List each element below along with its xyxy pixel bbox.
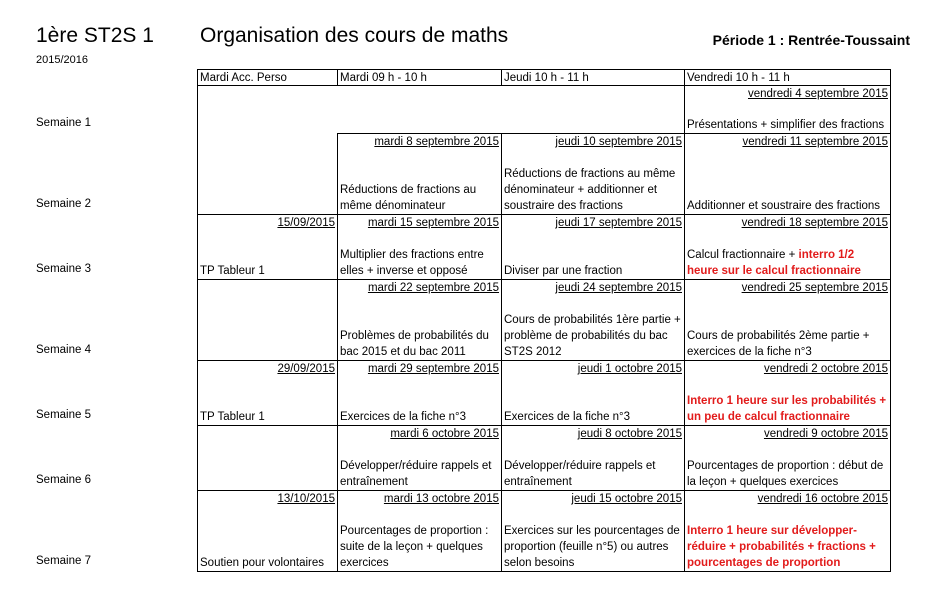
- cell-jeudi: [502, 361, 685, 426]
- week-label: Semaine 2: [36, 198, 91, 210]
- cell-text-normal: Exercices de la fiche n°3: [340, 411, 467, 423]
- cell-date: vendredi 18 septembre 2015: [741, 217, 888, 229]
- cell-date: mardi 22 septembre 2015: [367, 282, 499, 294]
- cell-text: [687, 198, 888, 214]
- week-label: Semaine 6: [36, 474, 91, 486]
- cell-vendredi: [685, 280, 891, 361]
- cell-text-normal: Cours de probabilités 1ère partie + problème de probabilités du bac ST2S 2012: [504, 314, 681, 358]
- cell-text: [200, 409, 335, 425]
- cell-text-normal: Réductions de fractions au même dénominateur: [340, 184, 477, 212]
- column-header: Vendredi 10 h - 11 h: [685, 70, 891, 86]
- cell-jeudi: [502, 491, 685, 572]
- cell-text-normal: Exercices sur les pourcentages de proportion (feuille n°5) ou autres selon besoins: [504, 525, 680, 569]
- cell-ap: [198, 134, 338, 215]
- cell-text: [504, 166, 682, 214]
- cell-text-normal: Pourcentages de proportion : début de la leçon + quelques exercices: [687, 460, 884, 488]
- cell-text-normal: TP Tableur 1: [200, 411, 265, 423]
- cell-text-normal: Développer/réduire rappels et entraînement: [504, 460, 656, 488]
- cell-text: [340, 328, 499, 360]
- cell-text-highlight: Interro 1 heure sur développer-réduire + probabilités + fractions + pourcentages de proportion: [687, 525, 876, 569]
- cell-text: [200, 263, 335, 279]
- cell-date: vendredi 2 octobre 2015: [763, 363, 888, 375]
- cell-date: jeudi 17 septembre 2015: [555, 217, 682, 229]
- cell-date: vendredi 25 septembre 2015: [741, 282, 888, 294]
- cell-vendredi: [685, 426, 891, 491]
- cell-date: vendredi 11 septembre 2015: [742, 136, 888, 148]
- cell-jeudi: [502, 280, 685, 361]
- cell-ap: [198, 280, 338, 361]
- cell-date: jeudi 15 octobre 2015: [571, 493, 682, 505]
- week-label: Semaine 3: [36, 263, 91, 275]
- cell-text: [687, 523, 888, 571]
- week-label: Semaine 1: [36, 117, 91, 129]
- cell-text-normal: Problèmes de probabilités du bac 2015 et du bac 2011: [340, 330, 489, 358]
- column-header: Mardi Acc. Perso: [198, 70, 338, 86]
- cell-ap: [198, 215, 338, 280]
- cell-date: vendredi 4 septembre 2015: [747, 88, 888, 100]
- cell-jeudi: [502, 86, 685, 134]
- column-header: Jeudi 10 h - 11 h: [502, 70, 685, 86]
- cell-mardi: [338, 86, 502, 134]
- cell-text: [504, 263, 682, 279]
- cell-text-normal: Pourcentages de proportion : suite de la leçon + quelques exercices: [340, 525, 489, 569]
- cell-date: 15/09/2015: [277, 217, 335, 229]
- cell-mardi: [338, 134, 502, 215]
- cell-jeudi: [502, 134, 685, 215]
- class-name: 1ère ST2S 1: [36, 24, 154, 47]
- week-row: [198, 280, 891, 361]
- cell-vendredi: [685, 86, 891, 134]
- cell-text-highlight: interro 1/2 heure sur le calcul fractionnaire: [687, 249, 861, 277]
- cell-text: [687, 393, 888, 425]
- cell-text-normal: Calcul fractionnaire +: [687, 249, 799, 261]
- cell-ap: [198, 86, 338, 134]
- cell-text-normal: Exercices de la fiche n°3: [504, 411, 631, 423]
- header-row: [198, 70, 891, 86]
- cell-jeudi: [502, 215, 685, 280]
- cell-text-normal: Additionner et soustraire des fractions: [687, 200, 881, 212]
- cell-text: [687, 247, 888, 279]
- cell-date: vendredi 9 octobre 2015: [763, 428, 888, 440]
- cell-text: [504, 312, 682, 360]
- period-label: Période 1 : Rentrée-Toussaint: [712, 32, 910, 48]
- cell-text: [687, 328, 888, 360]
- cell-date: mardi 8 septembre 2015: [374, 136, 499, 148]
- cell-text: [340, 247, 499, 279]
- cell-date: 13/10/2015: [277, 493, 335, 505]
- cell-text: [340, 409, 499, 425]
- cell-date: jeudi 1 octobre 2015: [577, 363, 682, 375]
- cell-mardi: [338, 215, 502, 280]
- week-row: [198, 134, 891, 215]
- cell-text-normal: TP Tableur 1: [200, 265, 265, 277]
- cell-mardi: [338, 361, 502, 426]
- cell-text-normal: Soutien pour volontaires: [200, 557, 325, 569]
- week-label: Semaine 7: [36, 555, 91, 567]
- column-header: Mardi 09 h - 10 h: [338, 70, 502, 86]
- cell-text-normal: Présentations + simplifier des fractions: [687, 119, 885, 131]
- week-row: [198, 426, 891, 491]
- cell-text-normal: Diviser par une fraction: [504, 265, 623, 277]
- cell-text: [340, 523, 499, 571]
- cell-text: [687, 117, 888, 133]
- schedule-table: [197, 69, 891, 572]
- cell-text-normal: Réductions de fractions au même dénominateur + additionner et soustraire des fractions: [504, 168, 676, 212]
- week-row: [198, 491, 891, 572]
- cell-date: mardi 6 octobre 2015: [390, 428, 499, 440]
- cell-text: [504, 458, 682, 490]
- week-label: Semaine 5: [36, 409, 91, 421]
- cell-date: mardi 29 septembre 2015: [367, 363, 499, 375]
- cell-text: [200, 555, 335, 571]
- cell-mardi: [338, 426, 502, 491]
- week-row: [198, 215, 891, 280]
- week-row: [198, 86, 891, 134]
- cell-vendredi: [685, 361, 891, 426]
- cell-date: jeudi 10 septembre 2015: [555, 136, 682, 148]
- cell-text: [340, 458, 499, 490]
- week-row: [198, 361, 891, 426]
- cell-text: [340, 182, 499, 214]
- school-year: 2015/2016: [36, 54, 88, 66]
- page-title: Organisation des cours de maths: [200, 24, 509, 47]
- cell-jeudi: [502, 426, 685, 491]
- cell-date: mardi 15 septembre 2015: [367, 217, 499, 229]
- cell-date: jeudi 24 septembre 2015: [555, 282, 682, 294]
- cell-date: mardi 13 octobre 2015: [383, 493, 499, 505]
- cell-text: [687, 458, 888, 490]
- cell-mardi: [338, 491, 502, 572]
- cell-vendredi: [685, 215, 891, 280]
- cell-text: [504, 409, 682, 425]
- cell-date: 29/09/2015: [277, 363, 335, 375]
- cell-vendredi: [685, 134, 891, 215]
- cell-ap: [198, 361, 338, 426]
- cell-ap: [198, 426, 338, 491]
- cell-text-highlight: Interro 1 heure sur les probabilités + un peu de calcul fractionnaire: [687, 395, 887, 423]
- cell-date: jeudi 8 octobre 2015: [577, 428, 682, 440]
- cell-text-normal: Développer/réduire rappels et entraînement: [340, 460, 492, 488]
- cell-mardi: [338, 280, 502, 361]
- cell-date: vendredi 16 octobre 2015: [757, 493, 888, 505]
- cell-ap: [198, 491, 338, 572]
- cell-text-normal: Cours de probabilités 2ème partie + exercices de la fiche n°3: [687, 330, 870, 358]
- week-label: Semaine 4: [36, 344, 91, 356]
- cell-text: [504, 523, 682, 571]
- cell-vendredi: [685, 491, 891, 572]
- cell-text-normal: Multiplier des fractions entre elles + inverse et opposé: [340, 249, 484, 277]
